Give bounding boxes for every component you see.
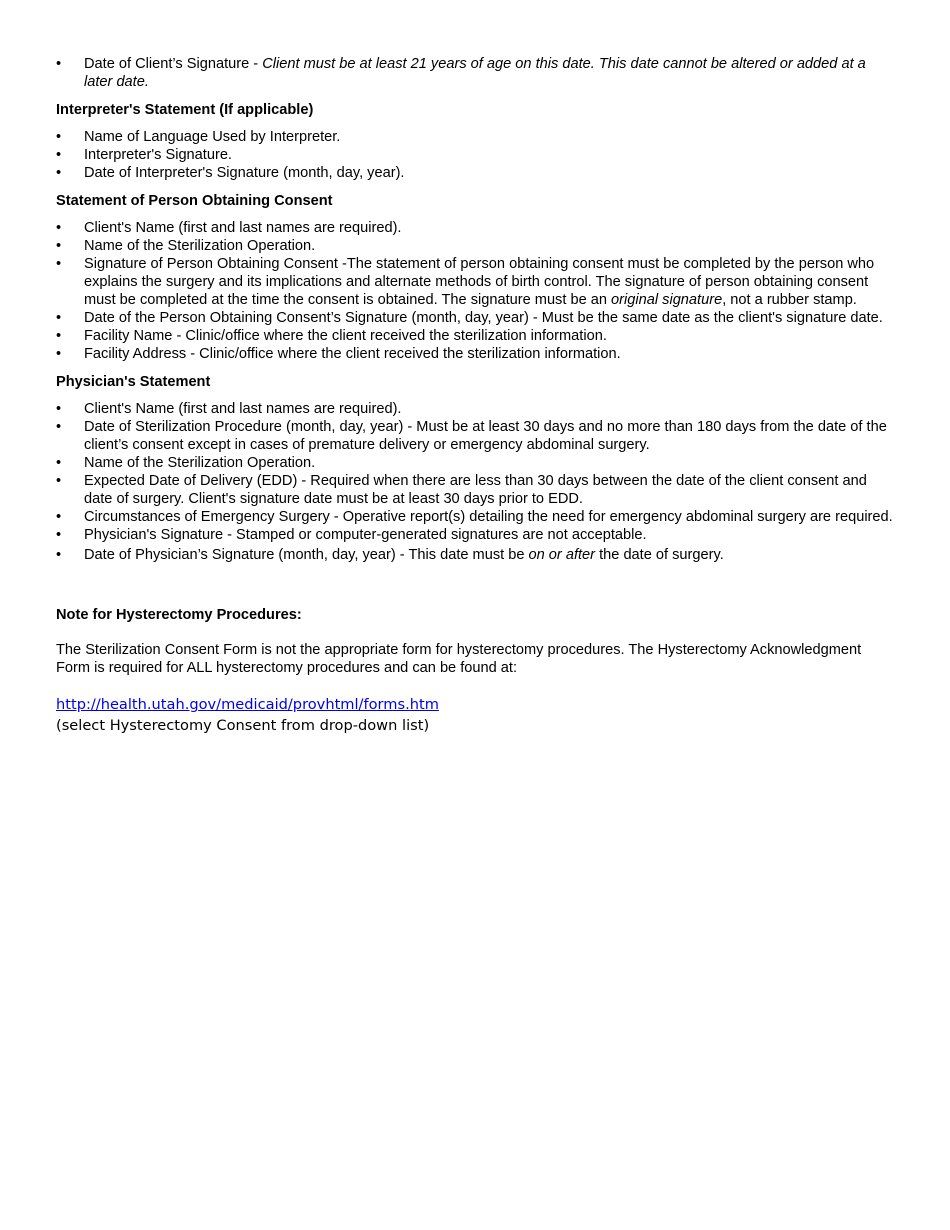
- item-italic-text: on or after: [528, 547, 596, 563]
- bullet-icon: •: [56, 147, 62, 163]
- bullet-icon: •: [56, 527, 62, 543]
- list-item: [56, 237, 896, 255]
- list-item: [56, 255, 896, 309]
- bullet-icon: •: [56, 256, 62, 272]
- item-text: Name of the Sterilization Operation.: [84, 238, 316, 254]
- bullet-icon: •: [56, 346, 62, 362]
- consent-heading: Statement of Person Obtaining Consent: [56, 193, 333, 209]
- note-heading: Note for Hysterectomy Procedures:: [56, 607, 302, 623]
- item-italic-text: Client must be at least 21 years of age on this date. This date cannot be altered or added at a later date.: [84, 56, 866, 90]
- physician-heading: Physician's Statement: [56, 374, 211, 390]
- bullet-icon: •: [56, 129, 62, 145]
- list-item: [56, 400, 896, 418]
- item-text: , not a rubber stamp.: [722, 292, 857, 308]
- bullet-icon: •: [56, 310, 62, 326]
- item-text: Date of Interpreter's Signature (month, day, year).: [84, 165, 405, 181]
- list-item: [56, 472, 896, 508]
- bullet-icon: •: [56, 328, 62, 344]
- physician-list: [56, 400, 896, 564]
- item-text: Date of the Person Obtaining Consent’s Signature (month, day, year) - Must be the same date as the client's signature date.: [84, 310, 883, 326]
- item-text: Client's Name (first and last names are required).: [84, 220, 402, 236]
- item-text: Interpreter's Signature.: [84, 147, 232, 163]
- interpreter-heading: Interpreter's Statement (If applicable): [56, 102, 314, 118]
- list-item: [56, 128, 896, 146]
- item-text: Expected Date of Delivery (EDD) - Required when there are less than 30 days between the date of the client consent and date of surgery. Client's signature date must be at least 30 days prior to EDD.: [84, 473, 867, 507]
- item-text: Facility Name - Clinic/office where the client received the sterilization information.: [84, 328, 607, 344]
- link-hint: (select Hysterectomy Consent from drop-down list): [56, 717, 430, 734]
- item-text: Circumstances of Emergency Surgery - Operative report(s) detailing the need for emergency abdominal surgery are required.: [84, 509, 893, 525]
- interpreter-list: [56, 128, 896, 182]
- list-item: [56, 508, 896, 526]
- list-item: [56, 219, 896, 237]
- bullet-icon: •: [56, 56, 62, 72]
- consent-list: [56, 219, 896, 363]
- list-item: [56, 418, 896, 454]
- bullet-icon: •: [56, 165, 62, 181]
- list-item: [56, 164, 896, 182]
- list-item: [56, 55, 896, 91]
- list-item: [56, 546, 896, 564]
- bullet-icon: •: [56, 509, 62, 525]
- document-page: [56, 55, 896, 736]
- bullet-icon: •: [56, 455, 62, 471]
- list-item: [56, 327, 896, 345]
- bullet-icon: •: [56, 473, 62, 489]
- list-item: [56, 309, 896, 327]
- note-body: The Sterilization Consent Form is not the appropriate form for hysterectomy procedures. The Hysterectomy Acknowledgment Form is required for ALL hysterectomy procedures and can be found at:: [56, 642, 862, 676]
- bullet-icon: •: [56, 547, 62, 563]
- hysterectomy-forms-link[interactable]: http://health.utah.gov/medicaid/provhtml/forms.htm: [56, 696, 439, 713]
- list-item: [56, 454, 896, 472]
- bullet-icon: •: [56, 419, 62, 435]
- item-text: Signature of Person Obtaining Consent -The statement of person obtaining consent must be completed by the person who explains the surgery and its implications and alternate methods of birth control. The signature of person obtaining consent must be completed at the time the consent is obtained. The signature must be an: [84, 256, 875, 308]
- item-text: Physician's Signature - Stamped or computer-generated signatures are not acceptable.: [84, 527, 647, 543]
- item-text: Name of the Sterilization Operation.: [84, 455, 316, 471]
- item-italic-text: original signature: [611, 292, 723, 308]
- client-signature-list: [56, 55, 896, 91]
- item-text: Client's Name (first and last names are required).: [84, 401, 402, 417]
- item-text: Name of Language Used by Interpreter.: [84, 129, 341, 145]
- bullet-icon: •: [56, 220, 62, 236]
- list-item: [56, 146, 896, 164]
- item-text: Date of Sterilization Procedure (month, day, year) - Must be at least 30 days and no more than 180 days from the date of the client’s consent except in cases of premature delivery or emergency abdominal surgery.: [84, 419, 887, 453]
- item-text: Facility Address - Clinic/office where the client received the sterilization information.: [84, 346, 621, 362]
- item-text: the date of surgery.: [595, 547, 724, 563]
- list-item: [56, 345, 896, 363]
- bullet-icon: •: [56, 401, 62, 417]
- item-text: Date of Client’s Signature -: [84, 56, 263, 72]
- item-text: Date of Physician’s Signature (month, day, year) - This date must be: [84, 547, 529, 563]
- bullet-icon: •: [56, 238, 62, 254]
- list-item: [56, 526, 896, 544]
